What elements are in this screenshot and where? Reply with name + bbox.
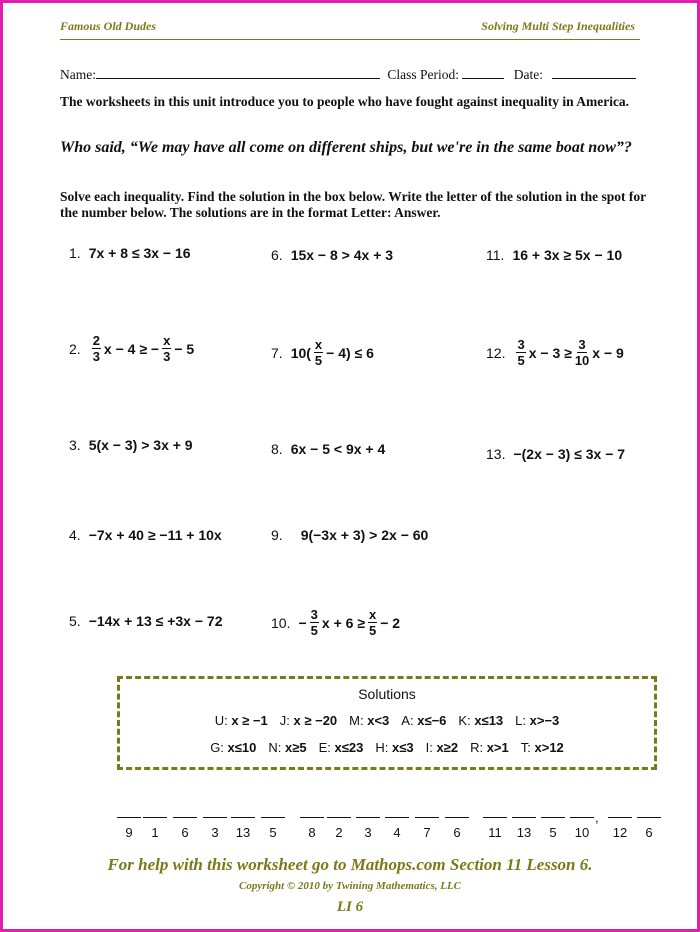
solution-item <box>426 740 458 755</box>
answer-slot[interactable] <box>327 817 351 841</box>
problem-9 <box>271 527 428 543</box>
fraction: $\frac{3}{5}$ <box>310 607 318 638</box>
solution-item <box>521 740 564 755</box>
footer-help-text: For help with this worksheet go to Mathops.com Section 11 Lesson 6. <box>107 855 593 874</box>
solution-item <box>215 713 268 728</box>
problem-number: 12. <box>486 344 506 361</box>
answer-slot-number: 7 <box>423 825 431 840</box>
problem-2 <box>69 333 194 364</box>
intro-text: The worksheets in this unit introduce you to people who have fought against inequality in America. <box>60 94 630 109</box>
fraction: $\frac{3}{5}$ <box>517 337 525 368</box>
problem-expression: 9(−3x + 3) > 2x − 60 <box>300 527 429 543</box>
problem-expression: $\frac{2}{3}$ x − 4 ≥ − $\frac{x}{3}$ − 5 <box>92 333 195 364</box>
solution-answer: x ≥ −20 <box>293 713 338 728</box>
problem-number: 3. <box>69 437 81 453</box>
footer-copyright: Copyright © 2010 by Twining Mathematics, LLC <box>238 880 462 892</box>
header-series-title: Famous Old Dudes <box>60 19 157 33</box>
fraction: $\frac{3}{10}$ <box>574 337 590 368</box>
answer-slot[interactable] <box>143 817 167 841</box>
solutions-box <box>117 676 657 770</box>
answer-slot-number: 5 <box>269 825 277 840</box>
answer-slot-number: 11 <box>488 825 502 840</box>
problem-number: 10. <box>271 614 291 631</box>
problem-12 <box>486 337 624 368</box>
problem-7 <box>271 337 374 368</box>
problem-10 <box>271 607 400 638</box>
solution-letter: J: <box>279 713 290 728</box>
solution-item <box>375 740 413 755</box>
answer-slot[interactable] <box>570 817 594 841</box>
solution-letter: K: <box>458 713 471 728</box>
fraction: $\frac{x}{5}$ <box>314 337 323 368</box>
class-period-field[interactable] <box>462 66 504 79</box>
solution-item <box>470 740 509 755</box>
name-field[interactable] <box>96 66 380 79</box>
problem-expression: 15x − 8 > 4x + 3 <box>290 247 394 263</box>
solution-letter: I: <box>425 740 433 755</box>
solution-answer: x<3 <box>367 713 390 728</box>
date-label: Date: <box>513 67 544 82</box>
answer-slot[interactable] <box>203 817 227 841</box>
solution-answer: x≤13 <box>474 713 504 728</box>
solution-letter: N: <box>268 740 282 755</box>
solution-letter: R: <box>470 740 484 755</box>
solution-letter: G: <box>210 740 224 755</box>
problem-8 <box>271 441 385 457</box>
solution-item <box>280 713 337 728</box>
answer-slot[interactable] <box>541 817 565 841</box>
problem-number: 13. <box>486 446 506 462</box>
footer-lesson-code: LI 6 <box>336 899 364 915</box>
instructions-text: Solve each inequality. Find the solution in the box below. Write the letter of the solution in the spot for the number below. The solutions are in the format Letter: Answer. <box>60 189 646 220</box>
solution-answer: x≥5 <box>285 740 307 755</box>
answer-slot-number: 2 <box>335 825 343 840</box>
problem-number: 5. <box>69 613 81 629</box>
solution-item <box>319 740 364 755</box>
problem-1 <box>69 245 191 261</box>
solution-answer: x≤−6 <box>417 713 447 728</box>
problem-11 <box>486 247 622 263</box>
solution-item <box>458 713 503 728</box>
answer-slot[interactable] <box>608 817 632 841</box>
answer-slot[interactable] <box>173 817 197 841</box>
problem-number: 6. <box>271 247 283 263</box>
fraction: $\frac{x}{3}$ <box>163 333 171 364</box>
name-label: Name: <box>60 67 96 82</box>
solution-letter: L: <box>515 713 526 728</box>
header-divider <box>60 39 640 40</box>
problem-expression: 6x − 5 < 9x + 4 <box>290 441 386 457</box>
answer-slot-number: 6 <box>645 825 653 840</box>
answer-comma: , <box>595 810 599 825</box>
problem-number: 9. <box>271 527 283 543</box>
answer-slot-number: 10 <box>574 825 590 840</box>
solution-letter: A: <box>401 713 414 728</box>
answer-slot-number: 6 <box>453 825 461 840</box>
answer-slot[interactable] <box>261 817 285 841</box>
solution-item <box>515 713 559 728</box>
answer-slot[interactable] <box>483 817 507 841</box>
answer-slot[interactable] <box>231 817 255 841</box>
answer-blanks <box>113 810 673 847</box>
answer-slot-number: 3 <box>364 825 372 840</box>
problem-number: 7. <box>271 344 283 361</box>
solution-answer: x≤10 <box>227 740 257 755</box>
answer-slot-number: 13 <box>235 825 251 840</box>
answer-slot[interactable] <box>637 817 661 841</box>
class-period-label: Class Period: <box>387 67 460 82</box>
problem-expression: − $\frac{3}{5}$ x + 6 ≥ $\frac{x}{5}$ − 2 <box>298 607 401 638</box>
solutions-row-1 <box>120 713 654 728</box>
problem-3 <box>69 437 193 453</box>
answer-slot-number: 8 <box>308 825 316 840</box>
answer-slot-number: 5 <box>549 825 557 840</box>
solution-item <box>401 713 446 728</box>
problem-number: 4. <box>69 527 81 543</box>
answer-slot[interactable] <box>415 817 439 841</box>
solution-item <box>349 713 389 728</box>
solution-letter: T: <box>520 740 531 755</box>
solution-letter: U: <box>214 713 228 728</box>
answer-slot[interactable] <box>385 817 409 841</box>
problem-expression: −14x + 13 ≤ +3x − 72 <box>88 613 223 629</box>
solution-answer: x≥2 <box>436 740 459 755</box>
problem-expression: 5(x − 3) > 3x + 9 <box>88 437 193 453</box>
solution-item <box>268 740 306 755</box>
problem-expression: $\frac{3}{5}$ x − 3 ≥ $\frac{3}{10}$ x − 9 <box>517 337 624 368</box>
problem-expression: 16 + 3x ≥ 5x − 10 <box>512 247 623 263</box>
solution-letter: M: <box>349 713 364 728</box>
answer-slot-number: 1 <box>151 825 159 840</box>
solution-answer: x>12 <box>534 740 564 755</box>
answer-slot[interactable] <box>300 817 324 841</box>
fraction: $\frac{2}{3}$ <box>92 333 100 364</box>
solution-answer: x≤23 <box>334 740 364 755</box>
problem-4 <box>69 527 222 543</box>
problem-expression: 7x + 8 ≤ 3x − 16 <box>88 245 191 261</box>
problem-number: 8. <box>271 441 283 457</box>
quote-question: Who said, “We may have all come on different ships, but we're in the same boat now”? <box>60 139 632 156</box>
solution-letter: H: <box>375 740 389 755</box>
answer-slot[interactable] <box>445 817 469 841</box>
problem-expression: −(2x − 3) ≤ 3x − 7 <box>513 446 626 462</box>
problem-expression: 10( $\frac{x}{5}$ − 4) ≤ 6 <box>290 337 374 368</box>
solutions-title: Solutions <box>358 686 416 702</box>
answer-slot-number: 4 <box>393 825 401 840</box>
problem-number: 11. <box>486 247 505 263</box>
answer-slot[interactable] <box>512 817 536 841</box>
solution-answer: x ≥ −1 <box>231 713 268 728</box>
solutions-row-2 <box>120 740 654 755</box>
problem-number: 1. <box>69 245 81 261</box>
answer-slot-number: 3 <box>211 825 219 840</box>
fraction: $\frac{x}{5}$ <box>369 607 377 638</box>
answer-slot[interactable] <box>356 817 380 841</box>
problem-13 <box>486 446 625 462</box>
answer-slot-number: 9 <box>125 825 133 840</box>
solution-letter: E: <box>318 740 331 755</box>
date-field[interactable] <box>552 66 636 79</box>
answer-slot-number: 6 <box>181 825 189 840</box>
solution-answer: x>1 <box>486 740 509 755</box>
problem-5 <box>69 613 223 629</box>
solution-answer: x>−3 <box>529 713 560 728</box>
problem-number: 2. <box>69 340 81 357</box>
solution-item <box>210 740 256 755</box>
answer-slot-number: 13 <box>516 825 532 840</box>
solution-answer: x≤3 <box>391 740 414 755</box>
problem-6 <box>271 247 393 263</box>
header-topic-title: Solving Multi Step Inequalities <box>481 19 635 33</box>
answer-slot[interactable] <box>117 817 141 841</box>
answer-slot-number: 12 <box>612 825 628 840</box>
problem-expression: −7x + 40 ≥ −11 + 10x <box>88 527 222 543</box>
student-info-line <box>60 66 636 83</box>
